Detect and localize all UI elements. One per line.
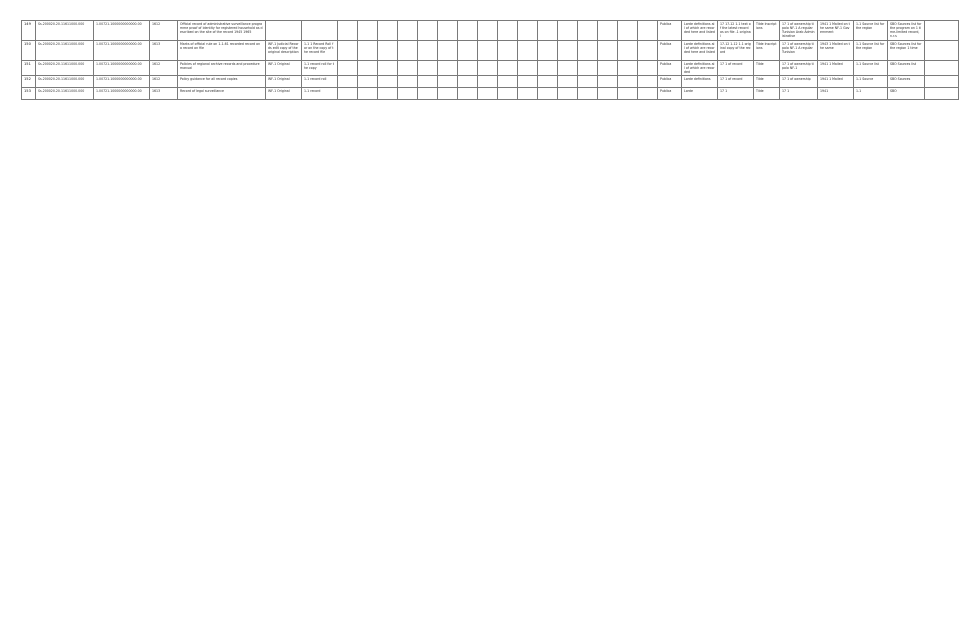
- table-cell: [618, 41, 638, 61]
- table-cell: 150: [22, 41, 36, 61]
- table-cell: 1-1 Source: [854, 76, 888, 88]
- table-row: [22, 76, 959, 88]
- table-cell: Ss.200020.20.11611000.000: [36, 21, 94, 41]
- table-cell: Lorde definitions all of which are recorded here and listed: [682, 21, 718, 41]
- table-cell: [518, 76, 538, 88]
- table-cell: 1.00721.1000000000000.00: [94, 21, 150, 41]
- table-cell: 17 1 of ownership tipolo NF-1 A regular Tunisian: [780, 41, 818, 61]
- table-cell: [338, 88, 358, 100]
- table-cell: 1-1 1 Record Roll for on the copy of the record file: [302, 41, 338, 61]
- register-table-body: [22, 21, 959, 100]
- table-cell: [578, 88, 598, 100]
- table-cell: Official record of administrative surveillance programme proof of identity for registered household as described on the site of the record 1945 1965: [178, 21, 266, 41]
- table-cell: [538, 76, 558, 88]
- table-cell: 17-12 1-12 1.1 original copy of the record: [718, 41, 754, 61]
- table-cell: [498, 21, 518, 41]
- table-cell: [418, 21, 438, 41]
- table-cell: WF-1 Original: [266, 61, 302, 76]
- table-cell: Tilde: [754, 76, 780, 88]
- table-cell: SBO Sources: [888, 76, 925, 88]
- table-cell: [338, 61, 358, 76]
- table-cell: 1-1 Source list for the region: [854, 21, 888, 41]
- table-cell: 17 1 of ownership: [780, 76, 818, 88]
- table-cell: 1-1 Source list for the region: [854, 41, 888, 61]
- table-cell: 1612: [150, 61, 178, 76]
- table-cell: 1941: [818, 88, 854, 100]
- table-cell: [478, 21, 498, 41]
- table-cell: 17 1 of record: [718, 61, 754, 76]
- table-cell: [558, 61, 578, 76]
- table-cell: [638, 88, 658, 100]
- table-cell: [438, 61, 458, 76]
- table-cell: [302, 21, 338, 41]
- table-cell: 17 1 of ownership tipolo NF-1: [780, 61, 818, 76]
- table-cell: SBO Sources list for the region 1 time: [888, 41, 925, 61]
- table-cell: 1-1 Source list: [854, 61, 888, 76]
- table-cell: 1613: [150, 41, 178, 61]
- table-cell: 149: [22, 21, 36, 41]
- table-cell: 1.00721.1000000000000.00: [94, 41, 150, 61]
- table-cell: Ss.200020.20.11611000.000: [36, 41, 94, 61]
- table-cell: [598, 76, 618, 88]
- table-cell: Ss.200020.20.11611000.000: [36, 88, 94, 100]
- table-cell: [925, 41, 959, 61]
- table-cell: Policy guidance for all record copies: [178, 76, 266, 88]
- table-cell: [598, 41, 618, 61]
- table-cell: [518, 21, 538, 41]
- table-cell: [618, 61, 638, 76]
- table-cell: 153: [22, 88, 36, 100]
- table-cell: Publica: [658, 88, 682, 100]
- table-cell: SBO: [888, 88, 925, 100]
- table-cell: [538, 21, 558, 41]
- table-cell: [266, 21, 302, 41]
- table-cell: [438, 41, 458, 61]
- table-cell: SBO Sources list for the program on 1 time-limited record, n.r.s: [888, 21, 925, 41]
- table-cell: Tilde Inscriptions: [754, 41, 780, 61]
- table-cell: Record of legal surveillance: [178, 88, 266, 100]
- table-cell: Tilde: [754, 61, 780, 76]
- table-cell: [598, 61, 618, 76]
- table-cell: [498, 88, 518, 100]
- table-cell: [458, 41, 478, 61]
- table-cell: Lorde definitions all of which are recorded here and listed: [682, 41, 718, 61]
- table-cell: [338, 21, 358, 41]
- table-cell: Tilde Inscriptions: [754, 21, 780, 41]
- table-cell: [618, 21, 638, 41]
- table-cell: [378, 88, 398, 100]
- document-sheet: [21, 20, 922, 622]
- table-row: [22, 88, 959, 100]
- table-cell: 17 1: [780, 88, 818, 100]
- table-cell: [398, 76, 418, 88]
- table-cell: Publica: [658, 21, 682, 41]
- table-row: [22, 21, 959, 41]
- table-cell: Policies of regional archive records and procedure manual: [178, 61, 266, 76]
- table-cell: [558, 41, 578, 61]
- table-cell: 1-1: [854, 88, 888, 100]
- table-cell: 17 1 of ownership tipolo NF-1 A regular Tunisian Arab Administrative: [780, 21, 818, 41]
- table-cell: [358, 88, 378, 100]
- table-cell: 1.00721.1000000000000.00: [94, 61, 150, 76]
- table-cell: Lorde definitions: [682, 76, 718, 88]
- table-cell: [498, 41, 518, 61]
- table-cell: 1943 1 Mailed on the same: [818, 41, 854, 61]
- table-cell: [378, 21, 398, 41]
- table-cell: [638, 61, 658, 76]
- table-cell: Tilde: [754, 88, 780, 100]
- table-cell: WF-1 Judicial Records edit copy of the original description: [266, 41, 302, 61]
- table-cell: [458, 76, 478, 88]
- table-cell: [578, 41, 598, 61]
- table-cell: [398, 88, 418, 100]
- table-cell: 1941 1 Mailed on the same NF-1 Government: [818, 21, 854, 41]
- table-cell: [618, 88, 638, 100]
- table-cell: Lorde definitions all of which are recorded: [682, 61, 718, 76]
- table-cell: [925, 76, 959, 88]
- table-cell: 1941 1 Mailed: [818, 61, 854, 76]
- table-cell: [518, 61, 538, 76]
- table-cell: [418, 61, 438, 76]
- table-cell: [418, 41, 438, 61]
- table-cell: Publica: [658, 61, 682, 76]
- table-cell: [498, 76, 518, 88]
- table-cell: [398, 41, 418, 61]
- table-cell: [378, 76, 398, 88]
- table-cell: 1-1 record roll for the copy: [302, 61, 338, 76]
- table-cell: 1941 1 Mailed: [818, 76, 854, 88]
- table-cell: [578, 21, 598, 41]
- table-cell: Publica: [658, 76, 682, 88]
- table-row: [22, 61, 959, 76]
- table-cell: [518, 88, 538, 100]
- table-cell: Ss.200020.20.11611000.000: [36, 61, 94, 76]
- table-cell: [458, 21, 478, 41]
- table-cell: 1612: [150, 76, 178, 88]
- table-cell: [538, 88, 558, 100]
- table-cell: [438, 76, 458, 88]
- table-cell: [418, 88, 438, 100]
- table-cell: 151: [22, 61, 36, 76]
- table-cell: [458, 88, 478, 100]
- table-cell: Ss.200020.20.11611000.000: [36, 76, 94, 88]
- table-cell: [438, 88, 458, 100]
- table-cell: [638, 76, 658, 88]
- table-cell: [338, 41, 358, 61]
- table-cell: [578, 76, 598, 88]
- table-cell: WF-1 Original: [266, 88, 302, 100]
- table-cell: [358, 76, 378, 88]
- table-cell: [558, 21, 578, 41]
- table-cell: [478, 88, 498, 100]
- table-cell: SBO Sources list: [888, 61, 925, 76]
- table-cell: [398, 61, 418, 76]
- table-cell: [538, 41, 558, 61]
- table-cell: 1613: [150, 88, 178, 100]
- table-cell: [378, 61, 398, 76]
- table-cell: [598, 88, 618, 100]
- table-cell: [418, 76, 438, 88]
- table-cell: 1-1 record: [302, 88, 338, 100]
- table-cell: [638, 41, 658, 61]
- table-cell: [438, 21, 458, 41]
- table-cell: 1.00721.1000000000000.00: [94, 76, 150, 88]
- table-cell: [478, 76, 498, 88]
- table-cell: 17 17-12 1.1 text of the latest record as on file -1 original: [718, 21, 754, 41]
- table-cell: [638, 21, 658, 41]
- table-cell: Marks of official rule on 1-1-61 recorded record on a record on file: [178, 41, 266, 61]
- table-cell: [598, 21, 618, 41]
- table-cell: 1612: [150, 21, 178, 41]
- table-cell: [925, 88, 959, 100]
- table-cell: [558, 88, 578, 100]
- table-cell: 1.00721.1000000000000.00: [94, 88, 150, 100]
- table-cell: 152: [22, 76, 36, 88]
- table-cell: [378, 41, 398, 61]
- table-cell: [538, 61, 558, 76]
- table-cell: [925, 21, 959, 41]
- table-cell: [458, 61, 478, 76]
- table-cell: Publica: [658, 41, 682, 61]
- table-cell: [478, 61, 498, 76]
- table-cell: 17 1: [718, 88, 754, 100]
- table-cell: [578, 61, 598, 76]
- register-table: [21, 20, 959, 100]
- table-cell: Lorde: [682, 88, 718, 100]
- table-cell: [518, 41, 538, 61]
- table-cell: [358, 21, 378, 41]
- table-cell: [498, 61, 518, 76]
- table-cell: [925, 61, 959, 76]
- table-row: [22, 41, 959, 61]
- table-cell: 17 1 of record: [718, 76, 754, 88]
- table-cell: [338, 76, 358, 88]
- table-cell: 1-1 record roll: [302, 76, 338, 88]
- table-cell: [358, 41, 378, 61]
- table-cell: WF-1 Original: [266, 76, 302, 88]
- table-cell: [558, 76, 578, 88]
- table-cell: [398, 21, 418, 41]
- table-cell: [618, 76, 638, 88]
- table-cell: [358, 61, 378, 76]
- table-cell: [478, 41, 498, 61]
